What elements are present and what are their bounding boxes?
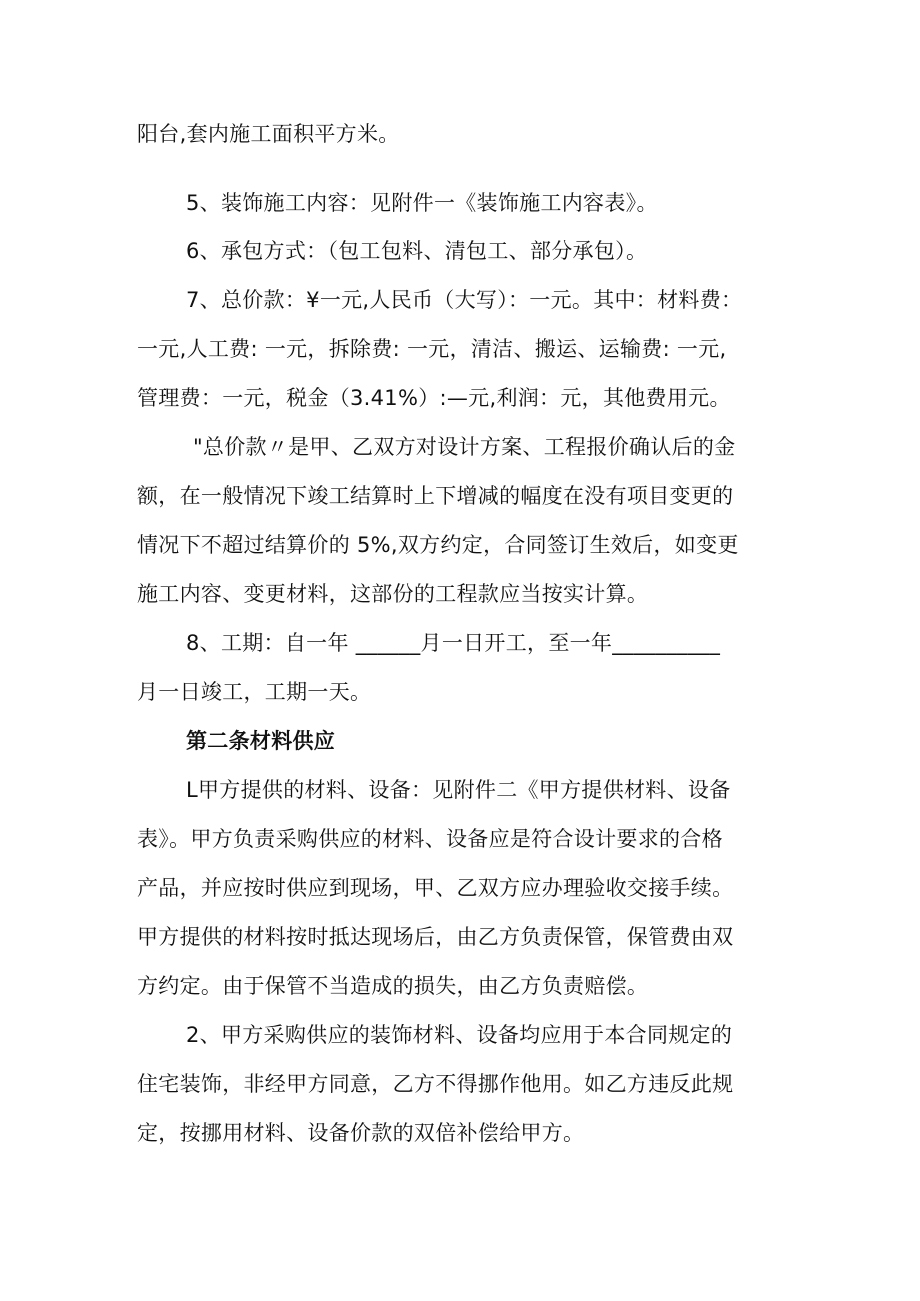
- section-heading: 第二条材料供应: [186, 729, 336, 753]
- paragraph-line: 甲方提供的材料按时抵达现场后，由乙方负责保管，保管费由双: [137, 925, 734, 949]
- clause-6-line: 6、承包方式：（包工包料、清包工、部分承包）。: [186, 239, 648, 263]
- paragraph-line: 管理费：一元，税金（3.41%）:—元,利润：元，其他费用元。: [137, 386, 731, 410]
- total-price-note-line: "总价款〃是甲、乙双方对设计方案、工程报价确认后的金: [186, 435, 736, 459]
- material-clause-2-line: 2、甲方采购供应的装饰材料、设备均应用于本合同规定的: [186, 1023, 733, 1047]
- material-clause-1-line: L甲方提供的材料、设备：见附件二《甲方提供材料、设备: [186, 778, 731, 802]
- paragraph-line: 额，在一般情况下竣工结算时上下增减的幅度在没有项目变更的: [137, 484, 734, 508]
- clause-5-line: 5、装饰施工内容：见附件一《装饰施工内容表》。: [186, 191, 658, 215]
- paragraph-line: 阳台,套内施工面积平方米。: [137, 122, 400, 146]
- paragraph-line: 一元,人工费: 一元，拆除费: 一元，清洁、搬运、运输费: 一元,: [137, 337, 727, 361]
- paragraph-line: 施工内容、变更材料，这部份的工程款应当按实计算。: [137, 582, 649, 606]
- clause-7-line: 7、总价款：¥一元,人民币（大写）：一元。其中：材料费：: [186, 288, 743, 312]
- paragraph-line: 月一日竣工，工期一天。: [137, 680, 372, 704]
- paragraph-line: 方约定。由于保管不当造成的损失，由乙方负责赔偿。: [137, 974, 649, 998]
- paragraph-line: 产品，并应按时供应到现场，甲、乙双方应办理验收交接手续。: [137, 876, 734, 900]
- paragraph-line: 住宅装饰，非经甲方同意，乙方不得挪作他用。如乙方违反此规: [137, 1072, 734, 1096]
- paragraph-line: 定，按挪用材料、设备价款的双倍补偿给甲方。: [137, 1121, 585, 1145]
- clause-8-line: 8、工期：自一年 ______月一日开工，至一年__________: [186, 631, 721, 655]
- paragraph-line: 表》。甲方负责采购供应的材料、设备应是符合设计要求的合格: [137, 827, 723, 851]
- paragraph-line: 情况下不超过结算价的 5%,双方约定，合同签订生效后，如变更: [137, 533, 739, 557]
